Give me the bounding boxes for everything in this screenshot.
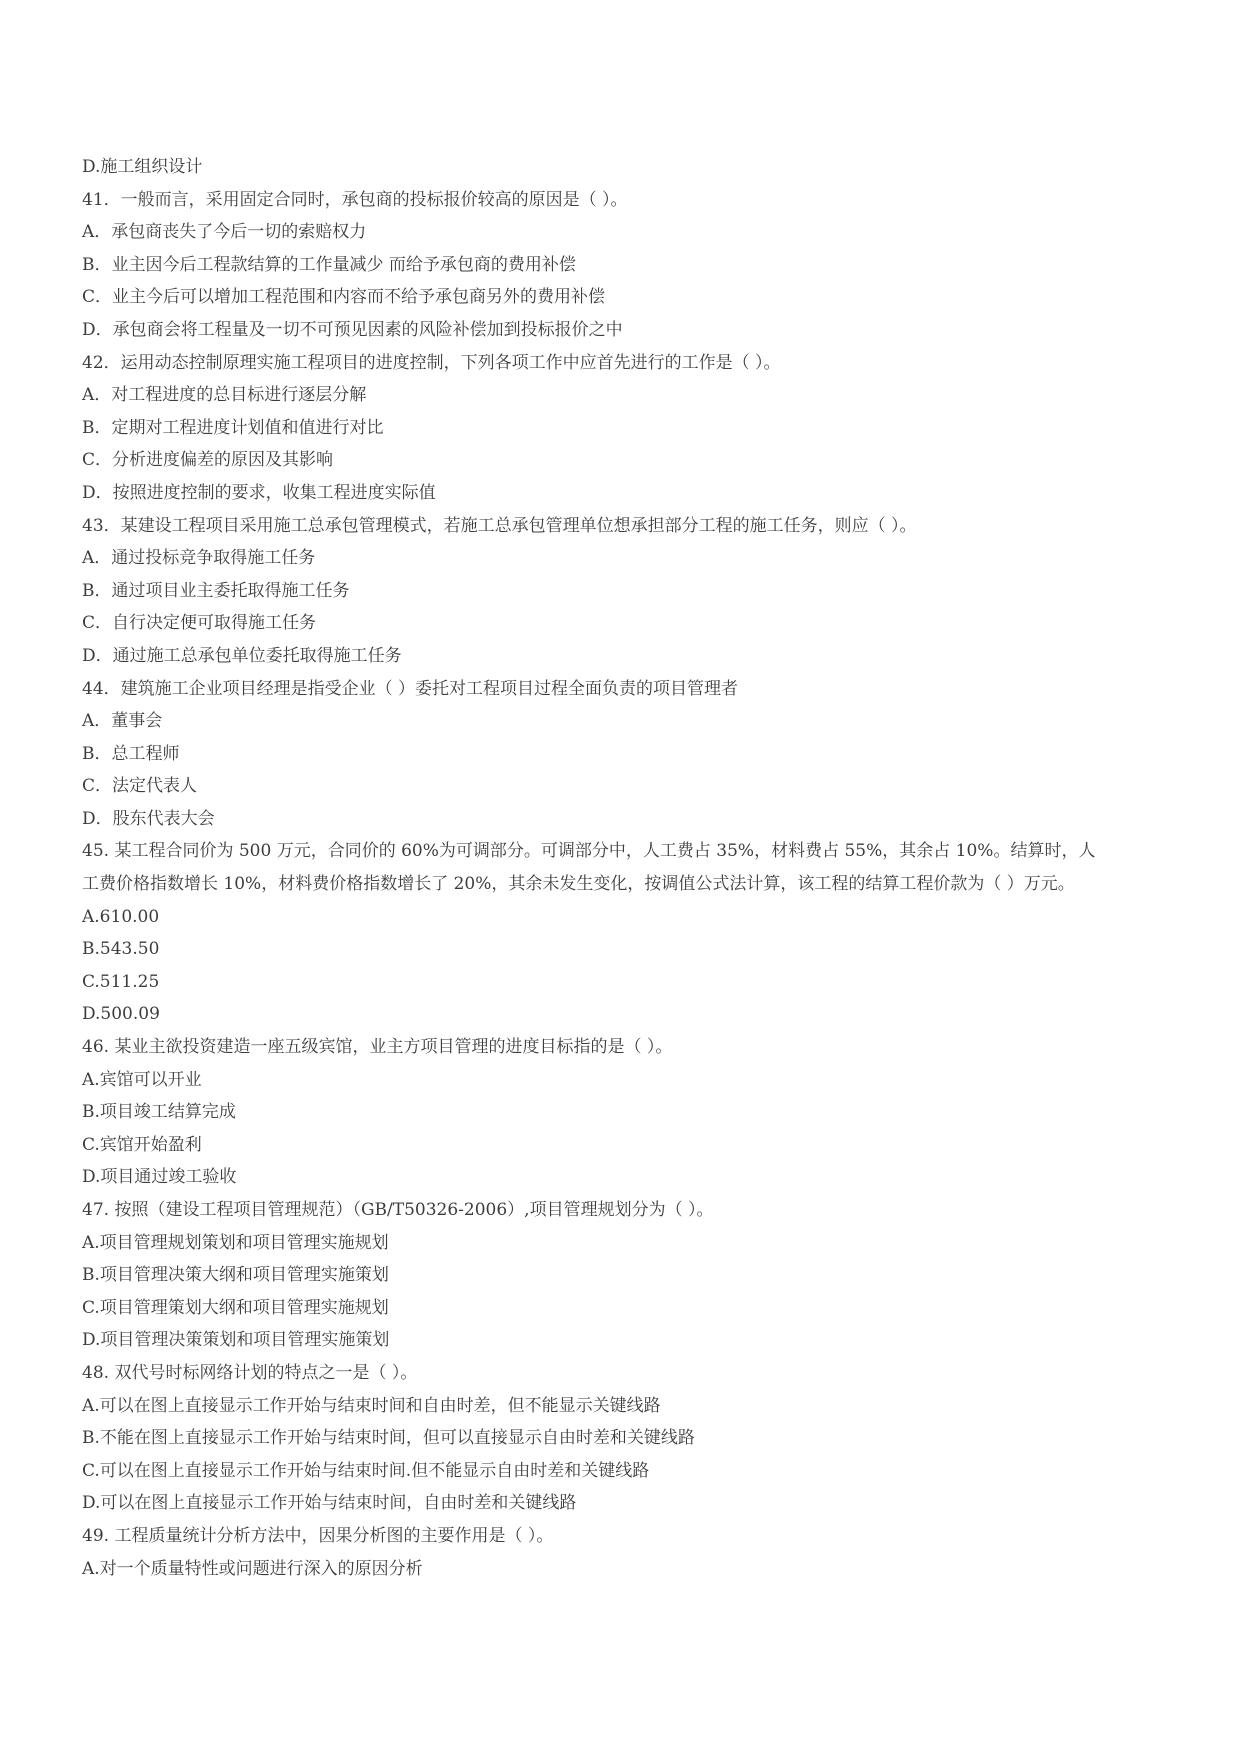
question-41: 41．一般而言，采用固定合同时，承包商的投标报价较高的原因是（ ）。	[82, 189, 628, 210]
option-line: C．业主今后可以增加工程范围和内容而不给予承包商另外的费用补偿	[82, 287, 606, 308]
question-46: 46. 某业主欲投资建造一座五级宾馆，业主方项目管理的进度目标指的是（ ）。	[82, 1037, 673, 1058]
option-line: A．承包商丧失了今后一切的索赔权力	[82, 222, 367, 243]
question-44: 44．建筑施工企业项目经理是指受企业（ ）委托对工程项目过程全面负责的项目管理者	[82, 678, 739, 699]
option-line: B.不能在图上直接显示工作开始与结束时间，但可以直接显示自由时差和关键线路	[82, 1428, 695, 1449]
option-line: B．定期对工程进度计划值和值进行对比	[82, 417, 384, 438]
option-line: D.项目管理决策策划和项目管理实施策划	[82, 1330, 390, 1351]
option-line: C．法定代表人	[82, 776, 198, 797]
question-48: 48. 双代号时标网络计划的特点之一是（ ）。	[82, 1362, 418, 1383]
option-line: B.项目管理决策大纲和项目管理实施策划	[82, 1265, 389, 1286]
question-45: 45. 某工程合同价为 500 万元，合同价的 60%为可调部分。可调部分中，人工费占 35%，材料费占 55%，其余占 10%。结算时，人	[82, 841, 1096, 862]
option-line: A.项目管理规划策划和项目管理实施规划	[82, 1232, 389, 1253]
option-line: D．股东代表大会	[82, 808, 215, 829]
option-line: B．总工程师	[82, 743, 180, 764]
option-line: C．分析进度偏差的原因及其影响	[82, 450, 334, 471]
option-line: C.可以在图上直接显示工作开始与结束时间.但不能显示自由时差和关键线路	[82, 1460, 650, 1481]
question-45-continued: 工费价格指数增长 10%，材料费价格指数增长了 20%，其余未发生变化，按调值公式法计算，该工程的结算工程价款为（ ）万元。	[82, 874, 1075, 895]
option-line: B．业主因今后工程款结算的工作量减少 而给予承包商的费用补偿	[82, 254, 576, 275]
option-line: A.可以在图上直接显示工作开始与结束时间和自由时差，但不能显示关键线路	[82, 1395, 661, 1416]
document-body	[82, 151, 1172, 1585]
option-line: D.项目通过竣工验收	[82, 1167, 237, 1188]
option-line: D.施工组织设计	[82, 157, 203, 177]
option-line: D．通过施工总承包单位委托取得施工任务	[82, 645, 402, 666]
option-line: A．董事会	[82, 711, 163, 732]
option-line: A.宾馆可以开业	[82, 1069, 202, 1090]
question-42: 42．运用动态控制原理实施工程项目的进度控制，下列各项工作中应首先进行的工作是（ ）。	[82, 352, 781, 373]
option-line: D.可以在图上直接显示工作开始与结束时间，自由时差和关键线路	[82, 1493, 577, 1514]
question-47: 47. 按照（建设工程项目管理规范）（GB/T50326-2006）,项目管理规划分为（ ）。	[82, 1200, 714, 1220]
option-line: B.项目竣工结算完成	[82, 1102, 236, 1123]
option-line: A.对一个质量特性或问题进行深入的原因分析	[82, 1558, 423, 1579]
question-43: 43．某建设工程项目采用施工总承包管理模式，若施工总承包管理单位想承担部分工程的施工任务，则应（ ）。	[82, 515, 917, 536]
option-line: C.511.25	[82, 971, 160, 992]
option-line: D．按照进度控制的要求，收集工程进度实际值	[82, 482, 436, 503]
option-line: D.500.09	[82, 1004, 160, 1025]
option-line: C.宾馆开始盈利	[82, 1134, 202, 1155]
option-line: C.项目管理策划大纲和项目管理实施规划	[82, 1297, 389, 1318]
option-line: B.543.50	[82, 939, 160, 960]
option-line: C．自行决定便可取得施工任务	[82, 613, 317, 634]
option-line: A．对工程进度的总目标进行逐层分解	[82, 385, 367, 406]
option-line: D．承包商会将工程量及一切不可预见因素的风险补偿加到投标报价之中	[82, 319, 623, 340]
option-line: B．通过项目业主委托取得施工任务	[82, 580, 350, 601]
option-line: A．通过投标竞争取得施工任务	[82, 548, 316, 569]
option-line: A.610.00	[82, 906, 160, 927]
question-49: 49. 工程质量统计分析方法中，因果分析图的主要作用是（ ）。	[82, 1525, 554, 1546]
